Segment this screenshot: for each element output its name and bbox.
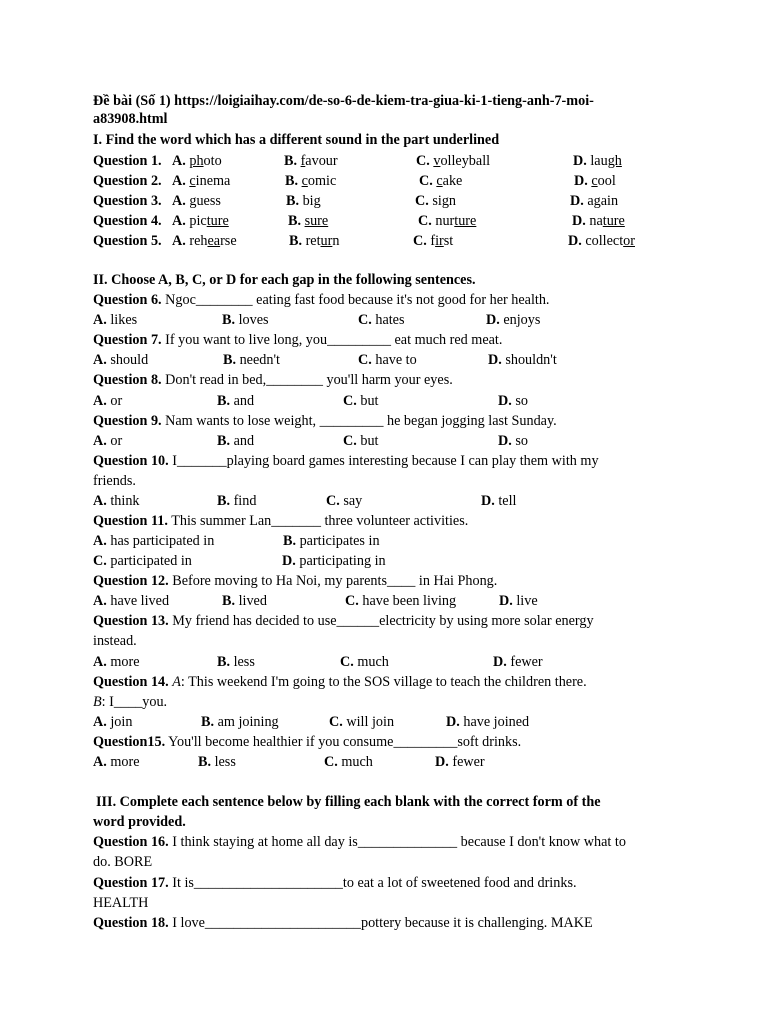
part1-q5-option-d: D. collector bbox=[568, 233, 635, 249]
part1-q4-option-c: C. nurture bbox=[418, 213, 477, 229]
q10-option-b: B. find bbox=[217, 493, 257, 509]
question-6: Question 6. Ngoc________ eating fast food because it's not good for her health. bbox=[93, 292, 550, 308]
part1-q4-option-a: A. picture bbox=[172, 213, 229, 229]
question-13: Question 13. My friend has decided to use______electricity by using more solar energy bbox=[93, 613, 594, 629]
q13-option-d: D. fewer bbox=[493, 654, 543, 670]
part1-q1-option-c: C. volleyball bbox=[416, 153, 491, 169]
q12-option-a: A. have lived bbox=[93, 593, 170, 609]
q10-option-a: A. think bbox=[93, 493, 140, 509]
question-7: Question 7. If you want to live long, you_________ eat much red meat. bbox=[93, 332, 503, 348]
part1-question-1-label: Question 1. bbox=[93, 153, 162, 169]
q11-option-c: C. participated in bbox=[93, 553, 192, 569]
q10-option-d: D. tell bbox=[481, 493, 517, 509]
part1-q3-option-d: D. again bbox=[570, 193, 619, 209]
q6-option-c: C. hates bbox=[358, 312, 405, 328]
q12-option-c: C. have been living bbox=[345, 593, 457, 609]
question-13-cont: instead. bbox=[93, 633, 137, 649]
q14-option-a: A. join bbox=[93, 714, 133, 730]
part1-question-3-label: Question 3. bbox=[93, 193, 162, 209]
part1-q3-option-b: B. big bbox=[286, 193, 321, 209]
q14-option-c: C. will join bbox=[329, 714, 395, 730]
question-9: Question 9. Nam wants to lose weight, _________ he began jogging last Sunday. bbox=[93, 413, 557, 429]
q9-option-c: C. but bbox=[343, 433, 379, 449]
header-url-line2: a83908.html bbox=[93, 111, 168, 127]
part1-question-2-label: Question 2. bbox=[93, 173, 162, 189]
part1-q2-option-a: A. cinema bbox=[172, 173, 231, 189]
q7-option-d: D. shouldn't bbox=[488, 352, 557, 368]
q9-option-a: A. or bbox=[93, 433, 123, 449]
part1-q4-option-d: D. nature bbox=[572, 213, 625, 229]
q6-option-d: D. enjoys bbox=[486, 312, 541, 328]
q6-option-a: A. likes bbox=[93, 312, 138, 328]
q8-option-c: C. but bbox=[343, 393, 379, 409]
q6-option-b: B. loves bbox=[222, 312, 269, 328]
q7-option-c: C. have to bbox=[358, 352, 417, 368]
question-8: Question 8. Don't read in bed,________ you'll harm your eyes. bbox=[93, 372, 453, 388]
part1-q2-option-b: B. comic bbox=[285, 173, 337, 189]
q15-option-d: D. fewer bbox=[435, 754, 485, 770]
q8-option-a: A. or bbox=[93, 393, 123, 409]
question-11: Question 11. This summer Lan_______ three volunteer activities. bbox=[93, 513, 469, 529]
q8-option-d: D. so bbox=[498, 393, 528, 409]
part1-q4-option-b: B. sure bbox=[288, 213, 329, 229]
q9-option-d: D. so bbox=[498, 433, 528, 449]
question-16: Question 16. I think staying at home all day is______________ because I don't know what to bbox=[93, 834, 626, 850]
q9-option-b: B. and bbox=[217, 433, 255, 449]
part3-title: III. Complete each sentence below by filling each blank with the correct form of the bbox=[96, 794, 601, 810]
q15-option-b: B. less bbox=[198, 754, 236, 770]
q12-option-b: B. lived bbox=[222, 593, 267, 609]
question-10: Question 10. I_______playing board games interesting because I can play them with my bbox=[93, 453, 599, 469]
part1-q1-option-a: A. photo bbox=[172, 153, 222, 169]
q11-option-b: B. participates in bbox=[283, 533, 380, 549]
question-18: Question 18. I love______________________pottery because it is challenging. MAKE bbox=[93, 915, 593, 931]
q14-option-d: D. have joined bbox=[446, 714, 530, 730]
question-16-cont: do. BORE bbox=[93, 854, 153, 870]
q11-option-d: D. participating in bbox=[282, 553, 386, 569]
question-10-cont: friends. bbox=[93, 473, 136, 489]
q14-option-b: B. am joining bbox=[201, 714, 279, 730]
part1-title: I. Find the word which has a different sound in the part underlined bbox=[93, 132, 500, 148]
q12-option-d: D. live bbox=[499, 593, 538, 609]
question-12: Question 12. Before moving to Ha Noi, my parents____ in Hai Phong. bbox=[93, 573, 498, 589]
part1-q3-option-a: A. guess bbox=[172, 193, 221, 209]
part1-q5-option-b: B. return bbox=[289, 233, 340, 249]
q13-option-a: A. more bbox=[93, 654, 140, 670]
part1-question-4-label: Question 4. bbox=[93, 213, 162, 229]
q13-option-b: B. less bbox=[217, 654, 255, 670]
q13-option-c: C. much bbox=[340, 654, 389, 670]
question-17: Question 17. It is_____________________to eat a lot of sweetened food and drinks. bbox=[93, 875, 577, 891]
part1-q1-option-d: D. laugh bbox=[573, 153, 622, 169]
part1-q1-option-b: B. favour bbox=[284, 153, 338, 169]
part3-title-cont: word provided. bbox=[93, 814, 186, 830]
question-14: Question 14. A: This weekend I'm going to the SOS village to teach the children there. bbox=[93, 674, 587, 690]
q7-option-a: A. should bbox=[93, 352, 149, 368]
q10-option-c: C. say bbox=[326, 493, 363, 509]
question-17-cont: HEALTH bbox=[93, 895, 149, 911]
part1-q2-option-c: C. cake bbox=[419, 173, 463, 189]
q7-option-b: B. needn't bbox=[223, 352, 280, 368]
part1-question-5-label: Question 5. bbox=[93, 233, 162, 249]
q8-option-b: B. and bbox=[217, 393, 255, 409]
part1-q5-option-a: A. rehearse bbox=[172, 233, 237, 249]
part1-q3-option-c: C. sign bbox=[415, 193, 456, 209]
header-url-line1: Đề bài (Số 1) https://loigiaihay.com/de-so-6-de-kiem-tra-giua-ki-1-tieng-anh-7-moi- bbox=[93, 93, 594, 109]
part2-title: II. Choose A, B, C, or D for each gap in the following sentences. bbox=[93, 272, 476, 288]
question-15: Question15. You'll become healthier if you consume_________soft drinks. bbox=[93, 734, 522, 750]
q15-option-a: A. more bbox=[93, 754, 140, 770]
part1-q2-option-d: D. cool bbox=[574, 173, 616, 189]
question-14-cont: B: I____you. bbox=[93, 694, 168, 710]
q15-option-c: C. much bbox=[324, 754, 373, 770]
q11-option-a: A. has participated in bbox=[93, 533, 215, 549]
part1-q5-option-c: C. first bbox=[413, 233, 454, 249]
